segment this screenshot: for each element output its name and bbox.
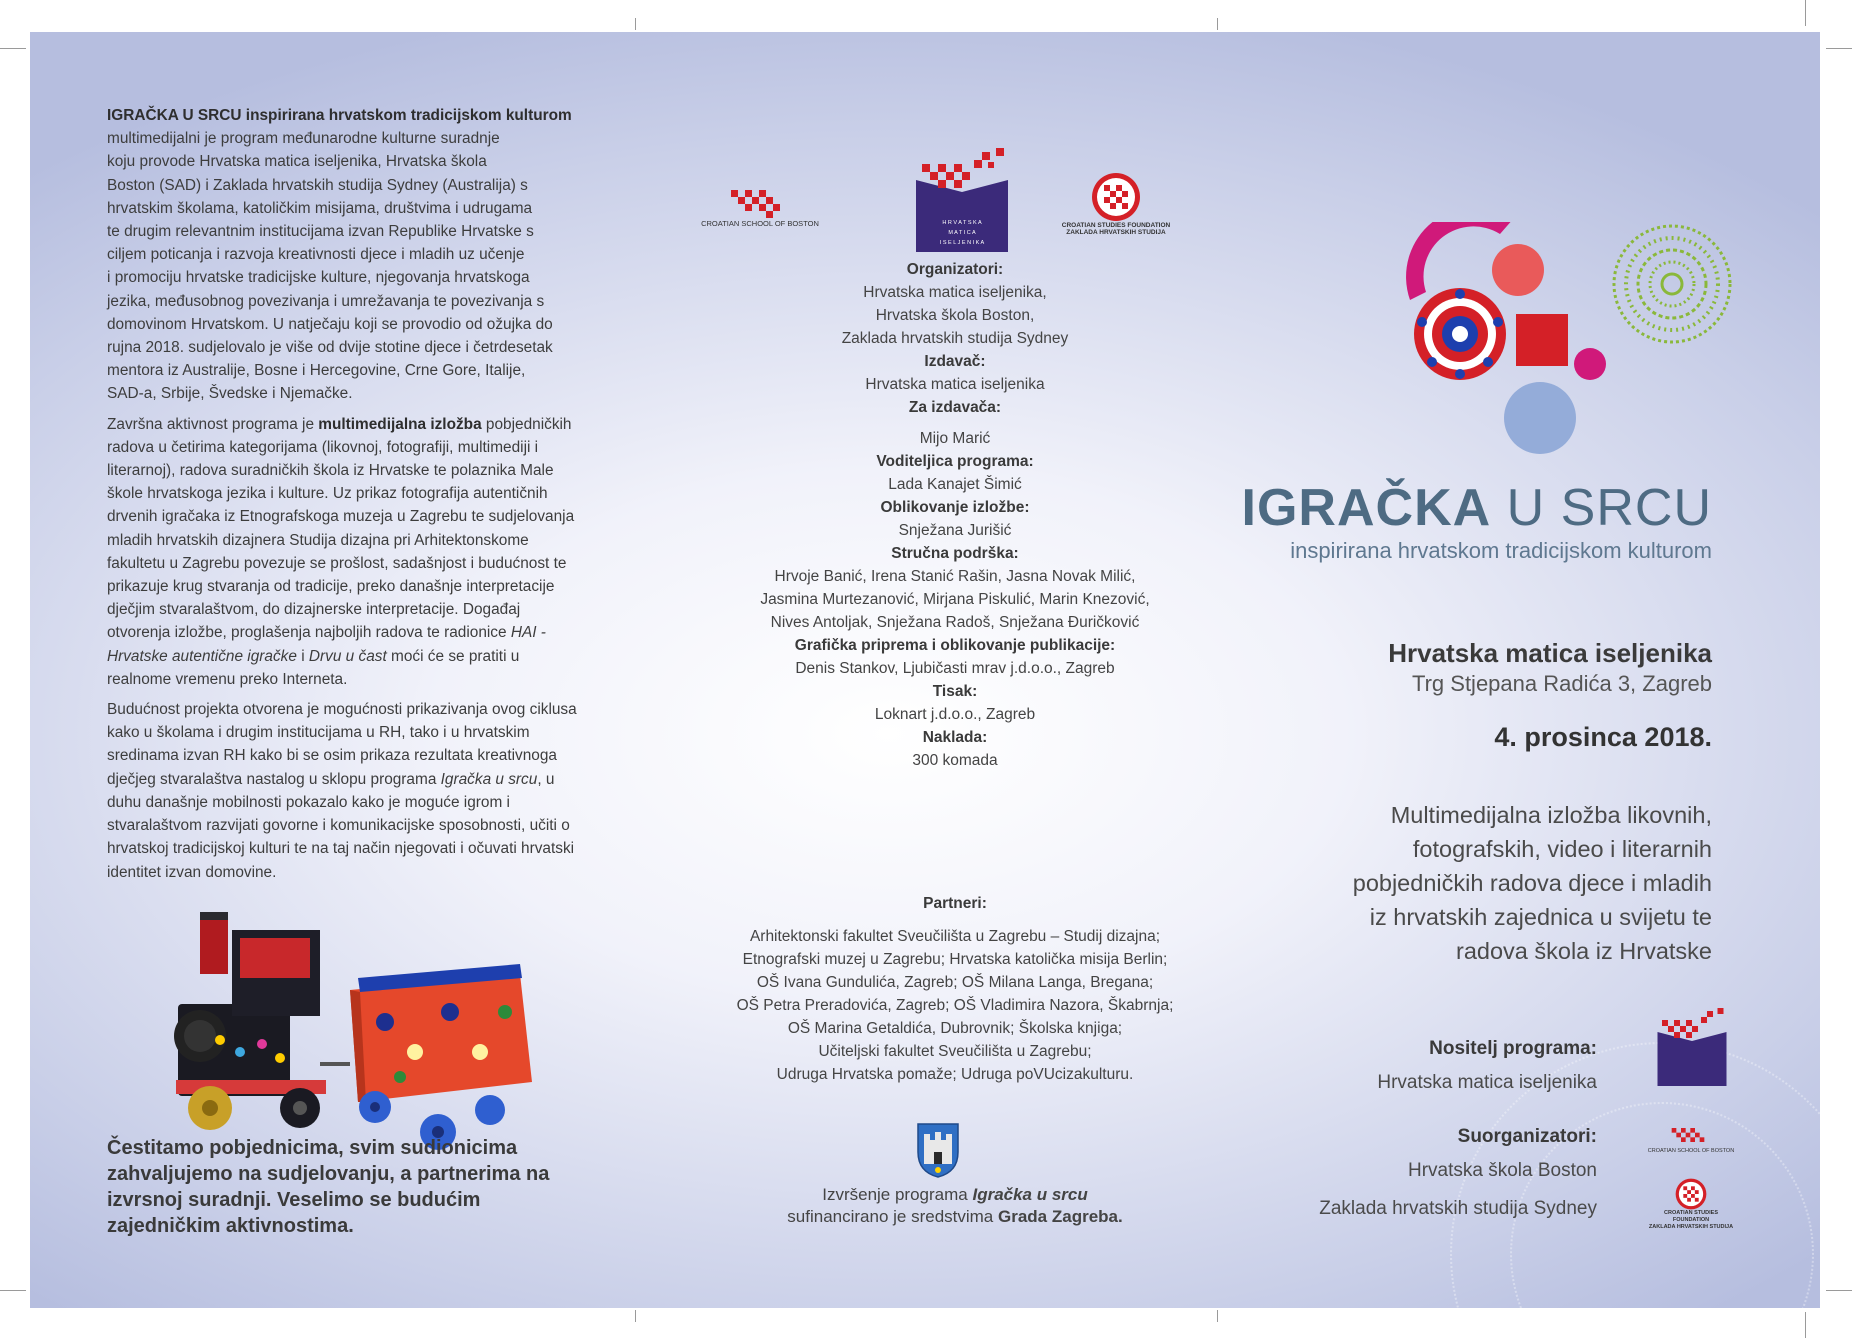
boston-school-logo-small: CROATIAN SCHOOL OF BOSTON: [1646, 1124, 1736, 1155]
credit-tisak: Tisak: Loknart j.d.o.o., Zagreb: [874, 683, 1036, 723]
intro-paragraph-1: IGRAČKA U SRCU inspirirana hrvatskom tradicijskom kulturom multimedijalni je program međunarodne kulturne suradnje koju provode Hrvatska matica iseljenika, Hrvatska škola Boston (SAD) i Zaklada hrvatskih studija Sydney (Australija) s hrvatskim školama, katoličkim misijama, društvima i udrugama te drugim relevantnim institucijama izvan Republike Hrvatske s ciljem poticanja i razvoja kreativnosti djece i mladih uz učenje i promociju hrvatske tradicijske kulture, njegovanja hrvatskoga jezika, međusobnog povezivanja i umrežavanja te povezivanja s domovinom Hrvatskom. U natječaju koji se provodio od ožujka do rujna 2018. sudjelovalo je više od dvije stotine djece i četrdesetak mentora iz Australije, Bosne i Hercegovine, Crne Gore, Italije, SAD-a, Srbije, Švedske i Njemačke.: [107, 107, 572, 403]
intro-paragraph-3: Budućnost projekta otvorena je mogućnosti prikazivanja ovog ciklusa kako u školama i drugim institucijama u RH, tako i u hrvatskim sredinama izvan RH kako bi se osim prikaza rezultata kreativnoga dječjeg stvaralaštva nastalog u sklopu programa Igračka u srcu, u duhu današnje mobilnosti pokazalo kako je moguće igrom i stvaralaštvom razvijati govorne i komunikacijske sposobnosti, učiti o hrvatskoj tradicijskoj kulturi te na taj način njegovati i očuvati hrvatski identitet izvan domovine.: [107, 701, 577, 881]
venue: [1388, 637, 1712, 699]
crop-mark: [1217, 1310, 1218, 1322]
croatian-studies-foundation-logo-small: CROATIAN STUDIES FOUNDATION ZAKLADA HRVATSKIH STUDIJA: [1646, 1178, 1736, 1231]
suorganizator-boston: Hrvatska škola Boston: [1407, 1160, 1597, 1181]
hmi-emblem-small-icon: [1652, 1008, 1732, 1086]
exhibition-subtitle: inspirirana hrvatskom tradicijskom kulturom: [1290, 538, 1712, 563]
crop-mark: [1217, 18, 1218, 30]
credit-strucna-podrska: Stručna podrška: Hrvoje Banić, Irena Stanić Rašin, Jasna Novak Milić, Jasmina Murtezanović, Mirjana Piskulić, Marin Knezović, Nives Antoljak, Snježana Radoš, Snježana Đuričković: [760, 545, 1150, 631]
exhibition-title: IGRAČKA U SRCU: [1241, 479, 1712, 537]
croatian-crest-icon: [1091, 172, 1141, 222]
congratulations-text: Čestitamo pobjednicima, svim sudionicima zahvaljujemo na sudjelovanju, a partnerima na izvrsnoj suradnji. Veselimo se budućim zajedničkim aktivnostima.: [107, 1137, 550, 1237]
toy-train-image: [170, 912, 560, 1152]
zagreb-coat-of-arms-icon: [916, 1122, 960, 1178]
credit-graficka-priprema: Grafička priprema i oblikovanje publikacije: Denis Stankov, Ljubičasti mrav j.d.o.o., Zagreb: [794, 637, 1116, 677]
credit-izdavac: Izdavač: Hrvatska matica iseljenika: [865, 353, 1045, 393]
crop-mark: [1805, 1312, 1806, 1338]
credit-za-izdavaca: Za izdavača: Mijo Marić: [908, 399, 1002, 447]
nositelj-label: Nositelj programa:: [1429, 1038, 1597, 1059]
organizer-logos: [690, 112, 1210, 272]
intro-lead: IGRAČKA U SRCU inspirirana hrvatskom tradicijskom kulturom: [107, 107, 572, 124]
hmi-logo: [912, 148, 1012, 252]
crop-mark: [0, 1290, 26, 1291]
venue-address: Trg Stjepana Radića 3, Zagreb: [1411, 671, 1712, 696]
crop-mark: [1805, 0, 1806, 26]
crop-mark: [635, 18, 636, 30]
croatian-crest-icon: [1675, 1178, 1707, 1210]
credit-voditeljica: Voditeljica programa: Lada Kanajet Šimić: [876, 453, 1034, 493]
venue-name: Hrvatska matica iseljenika: [1388, 638, 1712, 668]
brochure-sheet: [30, 32, 1820, 1308]
credit-organizatori: Organizatori: Hrvatska matica iseljenika, Hrvatska škola Boston, Zaklada hrvatskih studija Sydney: [841, 261, 1069, 347]
crop-mark: [1826, 48, 1852, 49]
suorganizatori-label: Suorganizatori:: [1457, 1126, 1597, 1147]
folk-motif-artwork: [1400, 222, 1740, 462]
credits-block: [680, 258, 1230, 772]
partners-block: Partneri: Arhitektonski fakultet Sveučilišta u Zagrebu – Studij dizajna; Etnografski muzej u Zagrebu; Hrvatska katolička misija Berlin; OŠ Ivana Gundulića, Zagreb; OŠ Milana Langa, Bregana; OŠ Petra Preradovića, Zagreb; OŠ Vladimira Nazora, Škabrnja; OŠ Marina Getaldića, Dubrovnik; Školska knjiga; Učiteljski fakultet Sveučilišta u Zagrebu; Udruga Hrvatska pomaže; Udruga poVUcizakulturu.: [736, 895, 1174, 1083]
credit-naklada: Naklada: 300 komada: [912, 729, 998, 769]
credit-oblikovanje: Oblikovanje izložbe: Snježana Jurišić: [880, 499, 1030, 539]
suorganizator-sydney: Zaklada hrvatskih studija Sydney: [1319, 1198, 1597, 1219]
funding-note: Izvršenje programa Igračka u srcu sufinancirano je sredstvima Grada Zagreba.: [787, 1185, 1123, 1226]
boston-school-logo: CROATIAN SCHOOL OF BOSTON: [690, 184, 830, 227]
crop-mark: [0, 48, 26, 49]
crop-mark: [635, 1310, 636, 1322]
nositelj-value: Hrvatska matica iseljenika: [1377, 1072, 1597, 1093]
checkerboard-icon: [725, 184, 795, 220]
intro-paragraph-2: Završna aktivnost programa je multimedijalna izložba pobjedničkih radova u četirima kategorijama (likovnoj, fotografiji, multimediji i literarnoj), radova suradničkih škola iz Hrvatske te polaznika Male škole hrvatskoga jezika i kulture. Uz prikaz fotografija autentičnih drvenih igračaka iz Etnografskoga muzeja u Zagrebu te sudjelovanja mladih hrvatskih dizajnera Studija dizajna pri Arhitektonskome fakultetu u Zagrebu povezuje se prošlost, sadašnjost i budućnost te prikazuje krug stvaranja od tradicije, preko današnje interpretacije dječjim stvaralaštvom, do dizajnerske interpretacije. Događaj otvorenja izložbe, proglašenja najboljih radova te radionice HAI - Hrvatske autentične igračke i Drvu u čast moći će se pratiti u realnome vremenu preko Interneta.: [107, 415, 575, 688]
checkerboard-icon: [1667, 1124, 1715, 1148]
crop-mark: [1826, 1290, 1852, 1291]
croatian-studies-foundation-logo: CROATIAN STUDIES FOUNDATION ZAKLADA HRVATSKIH STUDIJA: [1046, 172, 1186, 236]
hmi-logo-text: H R V A T S K A M A T I C A I S E L J E N I K A: [939, 220, 985, 246]
exhibition-description: Multimedijalna izložba likovnih, fotografskih, video i literarnih pobjedničkih radova djece i mladih iz hrvatskih zajednica u svijetu te radova škola iz Hrvatske: [1352, 802, 1712, 964]
event-date: 4. prosinca 2018.: [1494, 722, 1712, 752]
intro-text: [107, 104, 579, 891]
